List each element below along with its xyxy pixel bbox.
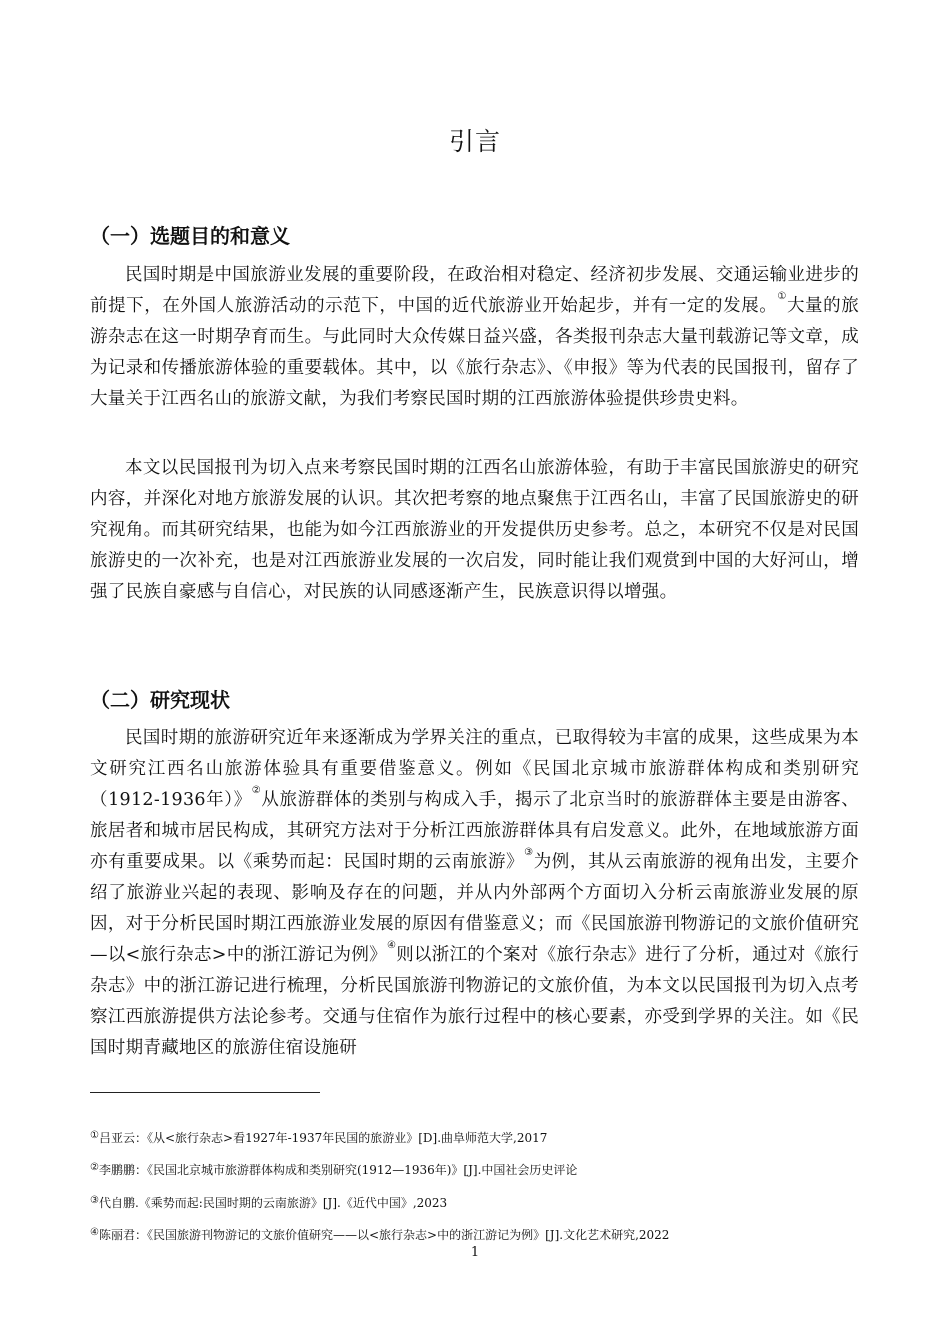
paragraph-text: 则以浙江的个案对《旅行杂志》进行了分析，通过对《旅行杂志》中的浙江游记进行梳理，分析民国旅游刊物游记的文旅价值，为本文以民国报刊为切入点考察江西旅游提供方法论参考。交通与住宿作为旅行过程中的核心要素，亦受到学界的关注。如《民国时期青藏地区的旅游住宿设施研 [90,945,860,1058]
footnote-mark: ② [90,1162,99,1173]
footnote-ref: ③ [524,847,534,858]
footnote-text: 陈丽君：《民国旅游刊物游记的文旅价值研究——以<旅行杂志>中的浙江游记为例》[J].文化艺术研究,2022 [98,1228,670,1242]
page-number: 1 [470,1245,480,1260]
footnote-ref: ① [777,291,787,302]
paragraph-purpose-1 [90,260,859,415]
footnote-text: 吕亚云：《从<旅行杂志>看1927年-1937年民国的旅游业》[D].曲阜师范大学,2017 [98,1131,548,1145]
footnote-mark: ④ [90,1227,99,1238]
paragraph-text: 民国时期的旅游研究近年来逐渐成为学界关注的重点，已取得较为丰富的成果，这些成果为本文研究江西名山旅游体验具有重要借鉴意义。例如《民国北京城市旅游群体构成和类别研究（1912-1936年）》 [90,728,859,810]
paragraph-text: 本文以民国报刊为切入点来考察民国时期的江西名山旅游体验，有助于丰富民国旅游史的研究内容，并深化对地方旅游发展的认识。其次把考察的地点聚焦于江西名山，丰富了民国旅游史的研究视角。而其研究结果，也能为如今江西旅游业的开发提供历史参考。总之，本研究不仅是对民国旅游史的一次补充，也是对江西旅游业发展的一次启发，同时能让我们观赏到中国的大好河山，增强了民族自豪感与自信心，对民族的认同感逐渐产生，民族意识得以增强。 [90,458,859,602]
footnote-text: 代自鹏.《乘势而起:民国时期的云南旅游》[J].《近代中国》,2023 [98,1196,448,1210]
section-heading-status: （二）研究现状 [90,688,230,712]
footnote-mark: ③ [90,1195,99,1206]
footnote-ref: ② [251,785,262,796]
footnote-4 [90,1227,870,1243]
footnote-divider [90,1092,320,1093]
footnote-ref: ④ [386,940,397,951]
paragraph-text: 为例，其从云南旅游的视角出发，主要介绍了旅游业兴起的表现、影响及存在的问题，并从内外部两个方面切入分析云南旅游业发展的原因，对于分析民国时期江西旅游业发展的原因有借鉴意义；而《民国旅游刊物游记的文旅价值研究—以<旅行杂志>中的浙江游记为例》 [90,852,860,965]
paragraph-text: 民国时期是中国旅游业发展的重要阶段，在政治相对稳定、经济初步发展、交通运输业进步的前提下，在外国人旅游活动的示范下，中国的近代旅游业开始起步，并有一定的发展。 [90,265,859,316]
paragraph-status-1 [90,723,859,1064]
footnote-mark: ① [90,1130,99,1141]
footnote-1 [90,1130,870,1146]
paragraph-text: 从旅游群体的类别与构成入手，揭示了北京当时的旅游群体主要是由游客、旅居者和城市居民构成，其研究方法对于分析江西旅游群体具有启发意义。此外，在地域旅游方面亦有重要成果。以《乘势而起：民国时期的云南旅游》 [90,790,860,872]
footnote-3 [90,1195,870,1211]
paragraph-purpose-2 [90,453,859,608]
section-heading-purpose: （一）选题目的和意义 [90,224,290,248]
page-title: 引言 [448,127,501,156]
footnote-text: 李鹏鹏：《民国北京城市旅游群体构成和类别研究(1912—1936年)》[J].中国社会历史评论 [98,1163,578,1177]
footnote-2 [90,1162,870,1178]
paragraph-text: 大量的旅游杂志在这一时期孕育而生。与此同时大众传媒日益兴盛，各类报刊杂志大量刊载游记等文章，成为记录和传播旅游体验的重要载体。其中，以《旅行杂志》、《申报》等为代表的民国报刊，留存了大量关于江西名山的旅游文献，为我们考察民国时期的江西旅游体验提供珍贵史料。 [90,296,860,409]
